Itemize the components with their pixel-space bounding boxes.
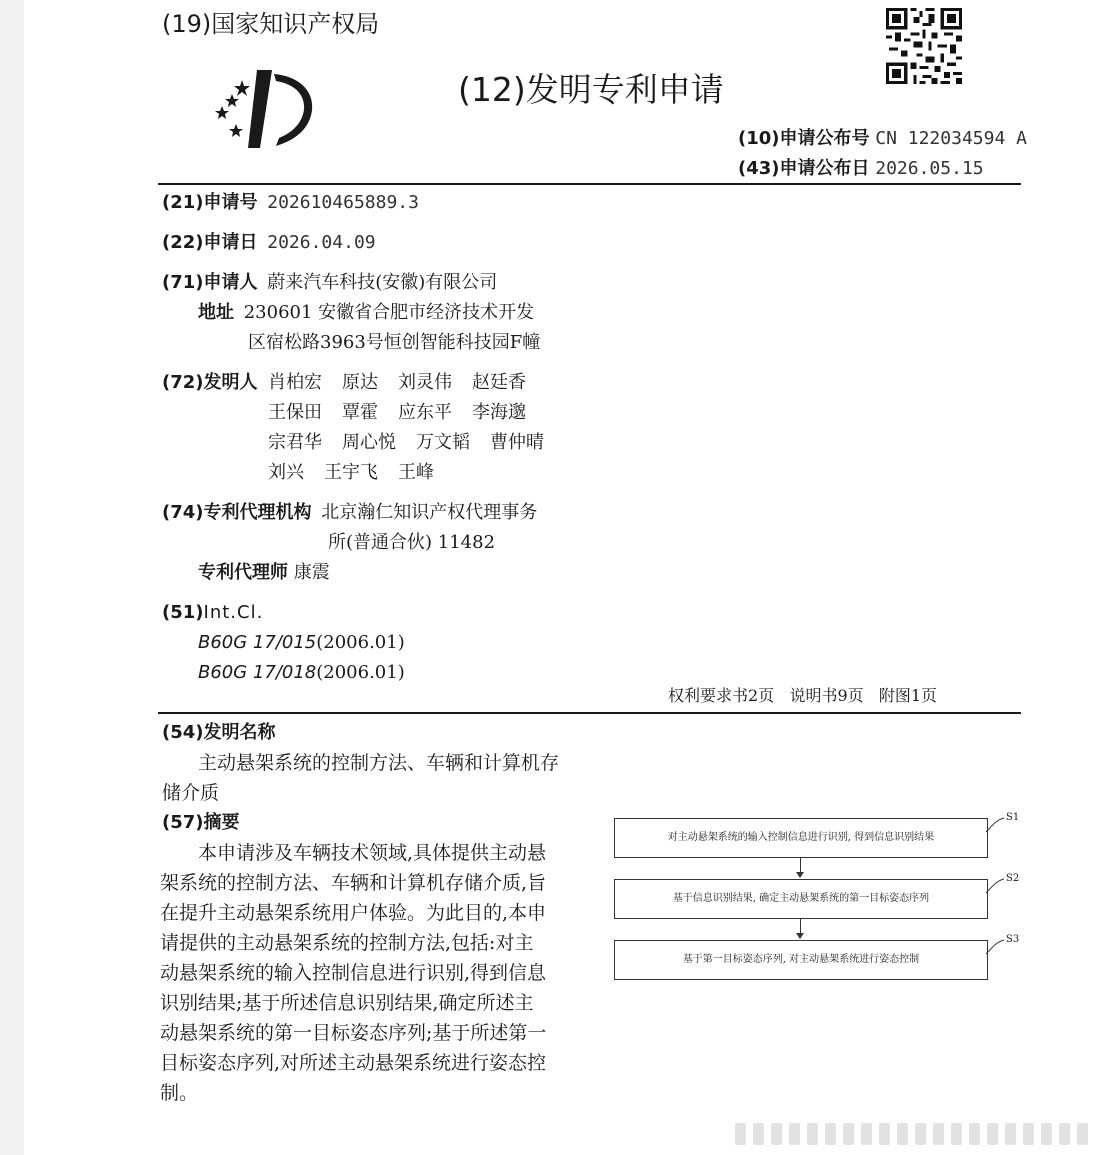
publication-date-row [738, 154, 984, 184]
abstract-line: 目标姿态序列,对所述主动悬架系统进行姿态控 [160, 1052, 547, 1074]
app-date-code: (22) [162, 232, 204, 253]
watermark-mark [915, 1123, 926, 1145]
publication-number-row [738, 124, 1027, 154]
agent-label: 专利代理师 [198, 562, 288, 583]
abstract-line: 动悬架系统的输入控制信息进行识别,得到信息 [160, 962, 547, 984]
invention-title-line-2: 储介质 [162, 782, 220, 804]
watermark-mark [1041, 1123, 1052, 1145]
intcl-entry [198, 658, 405, 688]
inventor-name: 刘灵伟 [398, 372, 452, 393]
abstract-line: 架系统的控制方法、车辆和计算机存储介质,旨 [160, 872, 547, 894]
address-line-2: 区宿松路3963号恒创智能科技园F幢 [248, 332, 541, 353]
app-no-value: 202610465889.3 [267, 192, 419, 213]
document-type: (12)发明专利申请 [458, 70, 724, 109]
inventor-line [268, 428, 564, 458]
watermark-mark [843, 1123, 854, 1145]
inventors-code: (72) [162, 372, 204, 393]
inventor-name: 王保田 [268, 402, 322, 423]
page-counts: 权利要求书2页 说明书9页 附图1页 [668, 686, 938, 705]
address-line-1: 230601 安徽省合肥市经济技术开发 [243, 302, 535, 323]
watermark-mark [1023, 1123, 1034, 1145]
agency-code: (74) [162, 502, 204, 523]
publication-date: 2026.05.15 [875, 158, 984, 179]
agency-line-2: 所(普通合伙) 11482 [328, 532, 496, 553]
header-divider [158, 183, 1021, 185]
agent-row [198, 558, 330, 588]
flowchart-step-box: 基于第一目标姿态序列, 对主动悬架系统进行姿态控制 [614, 940, 988, 980]
intcl-entry [198, 628, 405, 658]
inventor-name: 宗君华 [268, 432, 322, 453]
inventor-name: 刘兴 [268, 462, 304, 483]
ipc-code: B60G 17/018 [198, 662, 317, 683]
inventor-line [268, 458, 564, 488]
applicant-code: (71) [162, 272, 204, 293]
watermark-mark [969, 1123, 980, 1145]
app-no-code: (21) [162, 192, 204, 213]
address-label: 地址 [198, 302, 234, 323]
abstract-text [160, 838, 580, 1108]
flowchart-figure [600, 808, 1030, 988]
qr-code-icon [886, 8, 962, 84]
watermark-mark [735, 1123, 746, 1145]
abstract-line: 动悬架系统的第一目标姿态序列;基于所述第一 [160, 1022, 547, 1044]
ipc-code: B60G 17/015 [198, 632, 317, 653]
inventor-name: 原达 [342, 372, 378, 393]
applicant-row [162, 268, 497, 298]
inventor-name: 曹仲晴 [490, 432, 544, 453]
invention-title-heading [162, 718, 276, 748]
app-no-label: 申请号 [203, 192, 258, 213]
watermark-mark [1077, 1123, 1088, 1145]
applicant-value: 蔚来汽车科技(安徽)有限公司 [267, 272, 498, 293]
inventor-name: 肖柏宏 [268, 372, 322, 393]
agency-line-1: 北京瀚仁知识产权代理事务 [321, 502, 538, 523]
agency-label: 专利代理机构 [203, 502, 312, 523]
inventor-name: 周心悦 [342, 432, 396, 453]
invention-title [162, 748, 559, 808]
inventor-name: 赵廷香 [472, 372, 526, 393]
inventor-line [268, 398, 564, 428]
intcl-label: Int.Cl. [203, 602, 264, 623]
cnipa-logo [210, 66, 320, 152]
watermark-mark [771, 1123, 782, 1145]
applicant-label: 申请人 [203, 272, 258, 293]
watermark-mark [933, 1123, 944, 1145]
flowchart-arrow [796, 872, 804, 878]
inventor-name: 王宇飞 [324, 462, 378, 483]
publication-number: CN 122034594 A [875, 128, 1027, 149]
intcl-code: (51) [162, 602, 204, 623]
app-date-label: 申请日 [203, 232, 258, 253]
inventor-name: 王峰 [398, 462, 434, 483]
watermark-mark [879, 1123, 890, 1145]
flowchart-leader-lines [986, 808, 1016, 988]
ipc-version: (2006.01) [316, 632, 405, 653]
address-row [198, 298, 534, 328]
watermark-mark [1059, 1123, 1070, 1145]
abstract-line: 本申请涉及车辆技术领域,具体提供主动悬 [198, 842, 547, 864]
flowchart-connector [800, 857, 801, 873]
publication-number-label: (10)申请公布号 [738, 128, 870, 149]
flowchart-step-id: S3 [1006, 934, 1020, 945]
intcl-row [162, 598, 263, 628]
section-divider [158, 712, 1021, 714]
flowchart-arrow [796, 933, 804, 939]
inventor-line [268, 368, 564, 398]
invention-title-line-1: 主动悬架系统的控制方法、车辆和计算机存 [198, 752, 560, 774]
publication-date-label: (43)申请公布日 [738, 158, 870, 179]
app-date-value: 2026.04.09 [267, 232, 376, 253]
flowchart-step-id: S1 [1006, 812, 1020, 823]
inventor-name: 应东平 [398, 402, 452, 423]
agency-row [162, 498, 537, 528]
inventor-name: 覃霍 [342, 402, 378, 423]
office-name: (19)国家知识产权局 [162, 10, 380, 38]
inventors-label-row [162, 368, 258, 398]
flowchart-step-id: S2 [1006, 873, 1020, 884]
ipc-version: (2006.01) [316, 662, 405, 683]
flowchart-connector [800, 918, 801, 934]
abstract-code: (57) [162, 812, 204, 833]
watermark-mark [753, 1123, 764, 1145]
agent-value: 康震 [293, 562, 330, 583]
flowchart-step-box: 对主动悬架系统的输入控制信息进行识别, 得到信息识别结果 [614, 818, 988, 858]
abstract-line: 制。 [160, 1082, 199, 1104]
watermark-dots [735, 1123, 1088, 1145]
watermark-mark [1005, 1123, 1016, 1145]
application-date-row [162, 228, 376, 258]
application-number-row [162, 188, 419, 218]
title-label: 发明名称 [203, 722, 276, 743]
watermark-mark [789, 1123, 800, 1145]
flowchart-step-box: 基于信息识别结果, 确定主动悬架系统的第一目标姿态序列 [614, 879, 988, 919]
watermark-mark [861, 1123, 872, 1145]
inventors-list [268, 368, 564, 488]
watermark-mark [897, 1123, 908, 1145]
watermark-mark [951, 1123, 962, 1145]
watermark-mark [987, 1123, 998, 1145]
abstract-heading [162, 808, 240, 838]
title-code: (54) [162, 722, 204, 743]
abstract-line: 识别结果;基于所述信息识别结果,确定所述主 [160, 992, 534, 1014]
inventor-name: 李海邈 [472, 402, 526, 423]
watermark-mark [807, 1123, 818, 1145]
watermark-mark [825, 1123, 836, 1145]
abstract-line: 在提升主动悬架系统用户体验。为此目的,本申 [160, 902, 547, 924]
inventors-label: 发明人 [203, 372, 258, 393]
left-margin-bar [0, 0, 24, 1155]
abstract-label: 摘要 [203, 812, 240, 833]
inventor-name: 万文韬 [416, 432, 470, 453]
abstract-line: 请提供的主动悬架系统的控制方法,包括:对主 [160, 932, 534, 954]
